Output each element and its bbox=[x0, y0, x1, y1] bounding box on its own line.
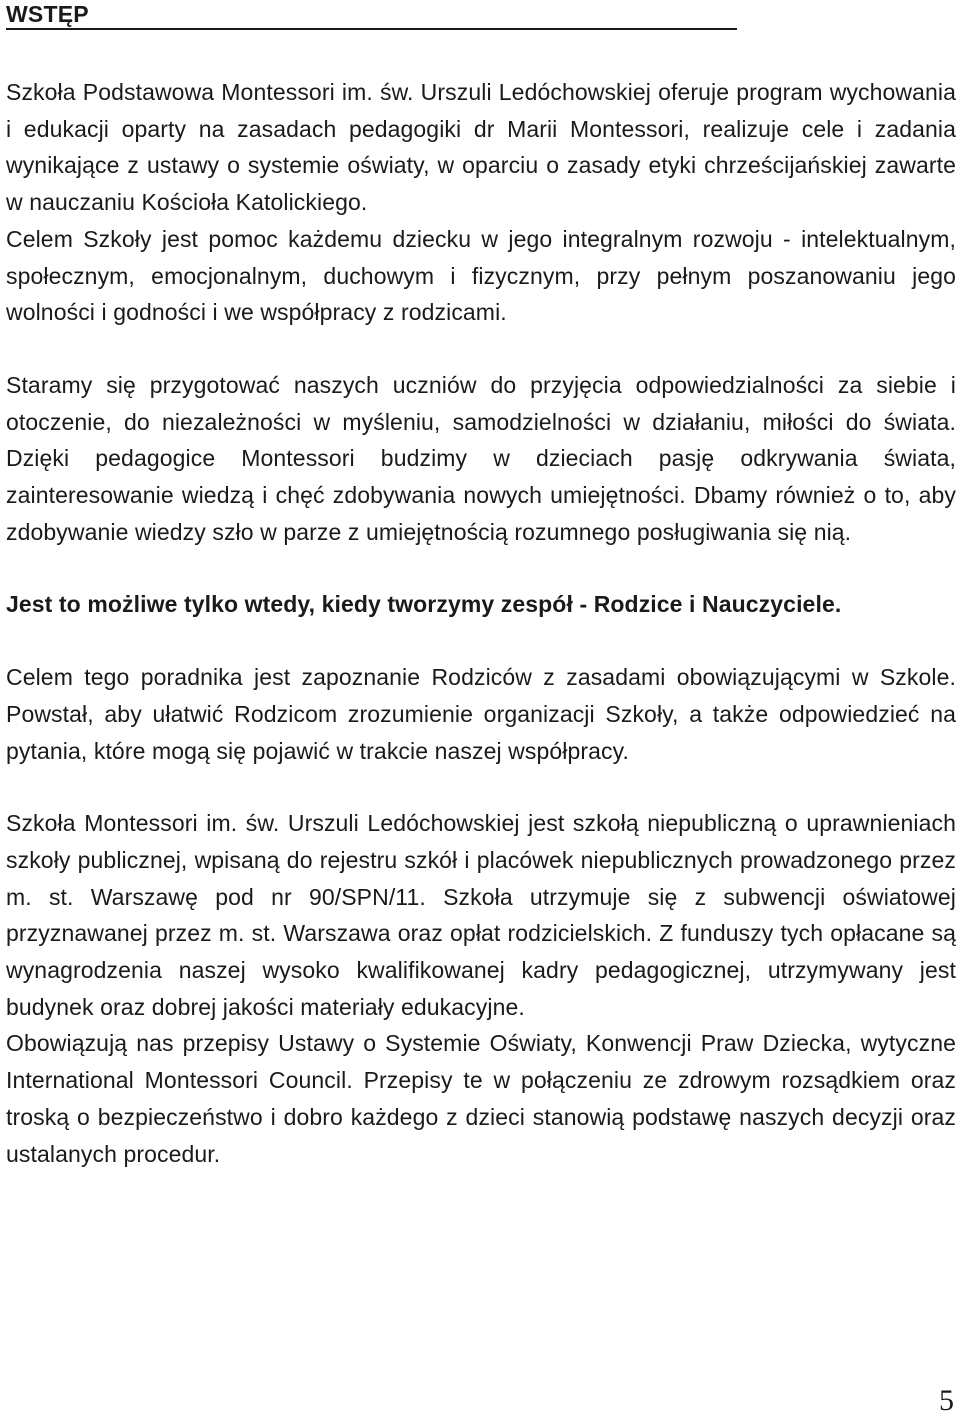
paragraph-guide-purpose: Celem tego poradnika jest zapoznanie Rodziców z zasadami obowiązującymi w Szkole. Powstał, aby ułatwić Rodzicom zrozumienie organizacji Szkoły, a także odpowiedzieć na pytania, które mogą się pojawić w trakcie naszej współpracy. bbox=[6, 664, 956, 764]
paragraph-intro: Szkoła Podstawowa Montessori im. św. Urszuli Ledóchowskiej oferuje program wychowania i edukacji oparty na zasadach pedagogiki dr Marii Montessori, realizuje cele i zadania wynikające z ustawy o systemie oświaty, w oparciu o zasady etyki chrześcijańskiej zawarte w nauczaniu Kościoła Katolickiego. bbox=[6, 79, 956, 216]
document-page bbox=[6, 0, 956, 1172]
section-heading: WSTĘP bbox=[6, 0, 737, 30]
paragraph-regulations: Obowiązują nas przepisy Ustawy o Systemie Oświaty, Konwencji Praw Dziecka, wytyczne International Montessori Council. Przepisy te w połączeniu ze zdrowym rozsądkiem oraz troską o bezpieczeństwo i dobro każdego z dzieci stanowią podstawę naszych decyzji oraz ustalanych procedur. bbox=[6, 1030, 956, 1167]
paragraph-school-status: Szkoła Montessori im. św. Urszuli Ledóchowskiej jest szkołą niepubliczną o uprawnieniach szkoły publicznej, wpisaną do rejestru szkół i placówek niepublicznych prowadzonego przez m. st. Warszawę pod nr 90/SPN/11. Szkoła utrzymuje się z subwencji oświatowej przyznawanej przez m. st. Warszawa oraz opłat rodzicielskich. Z funduszy tych opłacane są wynagrodzenia naszej wysoko kwalifikowanej kadry pedagogicznej, utrzymywany jest budynek oraz dobrej jakości materiały edukacyjne. bbox=[6, 810, 956, 1020]
paragraph-school-goal: Celem Szkoły jest pomoc każdemu dziecku w jego integralnym rozwoju - intelektualnym, społecznym, emocjonalnym, duchowym i fizycznym, przy pełnym poszanowaniu jego wolności i godności i we współpracy z rodzicami. bbox=[6, 225, 956, 326]
page-number: 5 bbox=[939, 1384, 954, 1417]
paragraph-bold-statement: Jest to możliwe tylko wtedy, kiedy tworzymy zespół - Rodzice i Nauczyciele. bbox=[6, 591, 842, 618]
paragraph-preparation: Staramy się przygotować naszych uczniów do przyjęcia odpowiedzialności za siebie i otoczenie, do niezależności w myśleniu, samodzielności w działaniu, miłości do świata. Dzięki pedagogice Montessori budzimy w dzieciach pasję odkrywania świata, zainteresowanie wiedzą i chęć zdobywania nowych umiejętności. Dbamy również o to, aby zdobywanie wiedzy szło w parze z umiejętnością rozumnego posługiwania się nią. bbox=[6, 371, 956, 545]
